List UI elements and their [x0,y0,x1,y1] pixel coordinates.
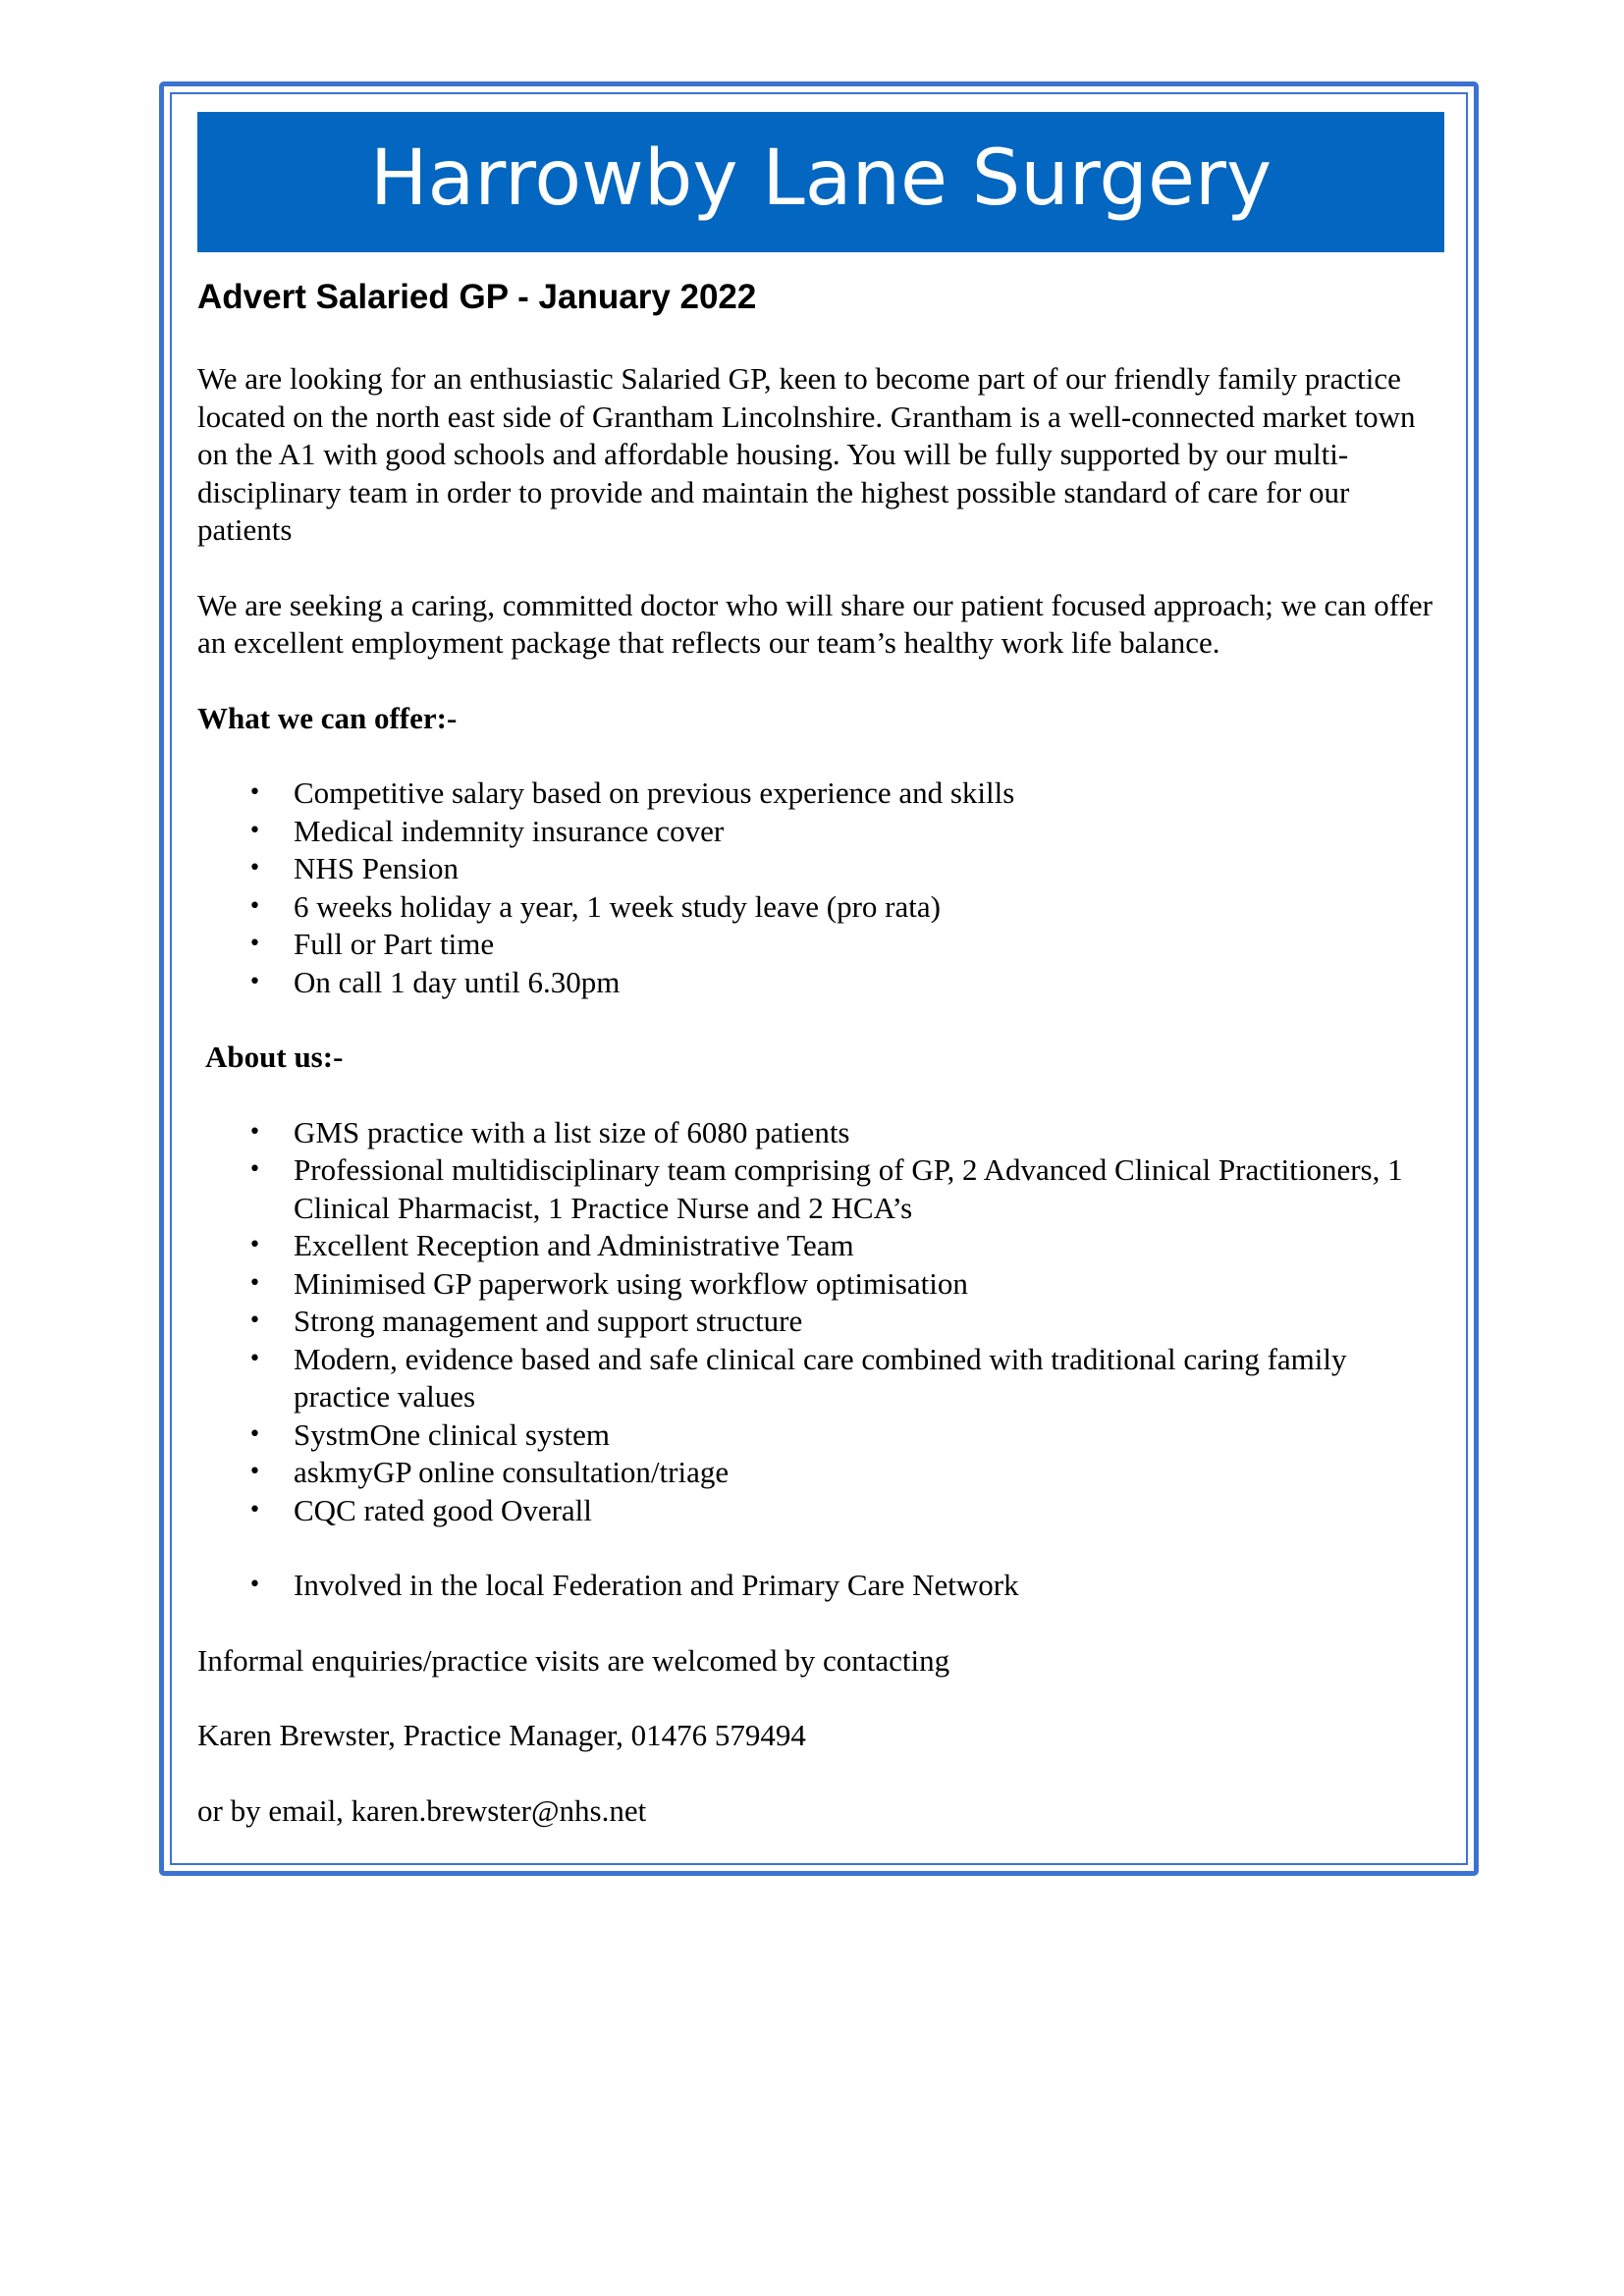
bullet-dot-icon: • [248,893,261,919]
bullet-dot-icon: • [248,856,261,881]
manager-contact: Karen Brewster, Practice Manager, 01476 579494 [197,1718,806,1752]
bullet-dot-icon: • [248,969,261,994]
list-item: • 6 weeks holiday a year, 1 week study leave (pro rata) [197,888,1444,927]
intro-paragraph-1: We are looking for an enthusiastic Salaried GP, keen to become part of our friendly family practice located on the north east side of Grantham Lincolnshire. Grantham is a well-connected market town on the A1 with good schools and affordable housing. You will be fully supported by our multi-disciplinary team in order to provide and maintain the highest possible standard of care for our patients [197,361,1416,547]
bullet-dot-icon: • [248,1308,261,1333]
about-list [197,1114,1444,1605]
list-item: • Full or Part time [197,926,1444,964]
bullet-dot-icon: • [248,1460,261,1484]
bullet-dot-icon: • [248,818,261,843]
list-item: • NHS Pension [197,850,1444,888]
list-item: • GMS practice with a list size of 6080 patients [197,1114,1444,1152]
bullet-dot-icon: • [248,1119,261,1145]
practice-name-title: Harrowby Lane Surgery [369,133,1272,223]
advert-heading: Advert Salaried GP - January 2022 [197,278,757,316]
bullet-dot-icon: • [248,780,261,805]
offer-heading: What we can offer:- [197,700,458,735]
list-item: • Modern, evidence based and safe clinical care combined with traditional caring family practice values [248,1341,1347,1414]
bullet-dot-icon: • [248,1573,261,1597]
list-item: • Strong management and support structure [197,1303,1444,1341]
list-item: • askmyGP online consultation/triage [197,1454,1444,1492]
header-banner [197,112,1444,252]
list-item: • CQC rated good Overall [197,1492,1444,1530]
bullet-dot-icon: • [248,932,261,956]
list-item: • Involved in the local Federation and Primary Care Network [197,1567,1444,1605]
advert-content [197,263,1444,1830]
list-item: • Excellent Reception and Administrative Team [197,1227,1444,1265]
list-item: • On call 1 day until 6.30pm [197,964,1444,1002]
list-item: • Competitive salary based on previous experience and skills [197,774,1444,813]
bullet-dot-icon: • [248,1233,261,1257]
bullet-dot-icon: • [248,1421,261,1447]
about-heading: About us:- [205,1040,344,1074]
bullet-dot-icon: • [248,1157,261,1182]
list-item: • SystmOne clinical system [197,1416,1444,1455]
offer-list [197,774,1444,1001]
enquiries-text: Informal enquiries/practice visits are welcomed by contacting [197,1642,950,1678]
list-item: • Minimised GP paperwork using workflow optimisation [197,1265,1444,1304]
intro-paragraph-2: We are seeking a caring, committed doctor who will share our patient focused approach; we can offer an excellent employment package that reflects our team’s healthy work life balance. [197,587,1433,660]
bullet-dot-icon: • [248,1497,261,1522]
list-item: • Medical indemnity insurance cover [197,813,1444,851]
list-item: • Professional multidisciplinary team comprising of GP, 2 Advanced Clinical Practitioners, 1 Clinical Pharmacist, 1 Practice Nurse and 2 HCA’s [248,1152,1403,1225]
bullet-dot-icon: • [248,1270,261,1296]
email-contact: or by email, karen.brewster@nhs.net [197,1792,647,1828]
bullet-dot-icon: • [248,1346,261,1371]
